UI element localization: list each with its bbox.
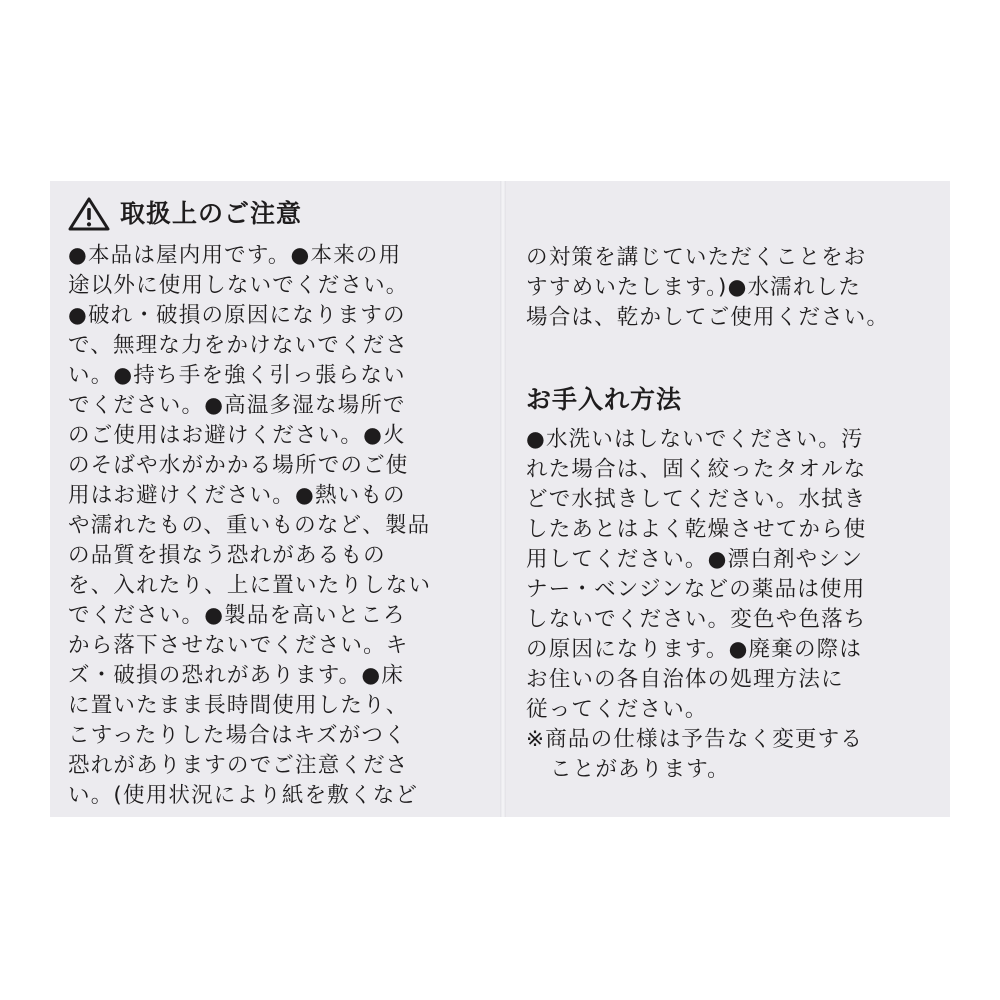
text-line: で、無理な力をかけないでくださ (68, 333, 409, 358)
text-line: から落下させないでください。キ (68, 633, 409, 658)
text-line: れた場合は、固く絞ったタオルな (526, 457, 867, 482)
text-line: ナー・ベンジンなどの薬品は使用 (526, 577, 866, 602)
instruction-card (50, 181, 950, 817)
text-line: い。(使用状況により紙を敷くなど (68, 783, 419, 808)
text-line: の品質を損なう恐れがあるもの (68, 543, 386, 568)
caution-heading (68, 197, 302, 231)
text-line: しないでください。変色や色落ち (526, 607, 867, 632)
text-line: 恐れがありますのでご注意くださ (68, 753, 409, 778)
text-line: でください。●製品を高いところ (68, 603, 406, 628)
text-line: の対策を講じていただくことをお (526, 245, 867, 270)
text-line: 場合は、乾かしてご使用ください。 (526, 305, 890, 330)
warning-triangle-icon (68, 197, 110, 231)
note-line: ことがあります。 (550, 757, 730, 782)
text-line: ズ・破損の恐れがあります。●床 (68, 663, 405, 688)
card-fold-line (500, 181, 506, 817)
care-heading: お手入れ方法 (526, 385, 683, 414)
text-line: や濡れたもの、重いものなど、製品 (68, 513, 431, 538)
text-line: お住いの各自治体の処理方法に (526, 667, 844, 692)
caution-text (68, 241, 431, 811)
text-line: のご使用はお避けください。●火 (68, 423, 406, 448)
caution-text-continued (526, 243, 889, 333)
text-line: どで水拭きしてください。水拭き (526, 487, 867, 512)
text-line: ●水洗いはしないでください。汚 (526, 427, 864, 452)
text-line: ●本品は屋内用です。●本来の用 (68, 243, 402, 268)
text-line: 従ってください。 (526, 697, 708, 722)
text-line: 用してください。●漂白剤やシン (526, 547, 864, 572)
text-line: 途以外に使用しないでください。 (68, 273, 409, 298)
text-line: い。●持ち手を強く引っ張らない (68, 363, 406, 388)
text-line: ●破れ・破損の原因になりますの (68, 303, 406, 328)
text-line: の原因になります。●廃棄の際は (526, 637, 863, 662)
text-line: すすめいたします。)●水濡れした (526, 275, 862, 300)
caution-title: 取扱上のご注意 (120, 199, 303, 228)
text-line: を、入れたり、上に置いたりしない (68, 573, 432, 598)
text-line: に置いたまま長時間使用したり、 (68, 693, 409, 718)
care-text (526, 425, 867, 785)
text-line: 用はお避けください。●熱いもの (68, 483, 406, 508)
text-line: こすったりした場合はキズがつく (68, 723, 407, 748)
text-line: でください。●高温多湿な場所で (68, 393, 406, 418)
text-line: したあとはよく乾燥させてから使 (526, 517, 867, 542)
note-line: ※商品の仕様は予告なく変更する (526, 727, 864, 752)
text-line: のそばや水がかかる場所でのご使 (68, 453, 409, 478)
